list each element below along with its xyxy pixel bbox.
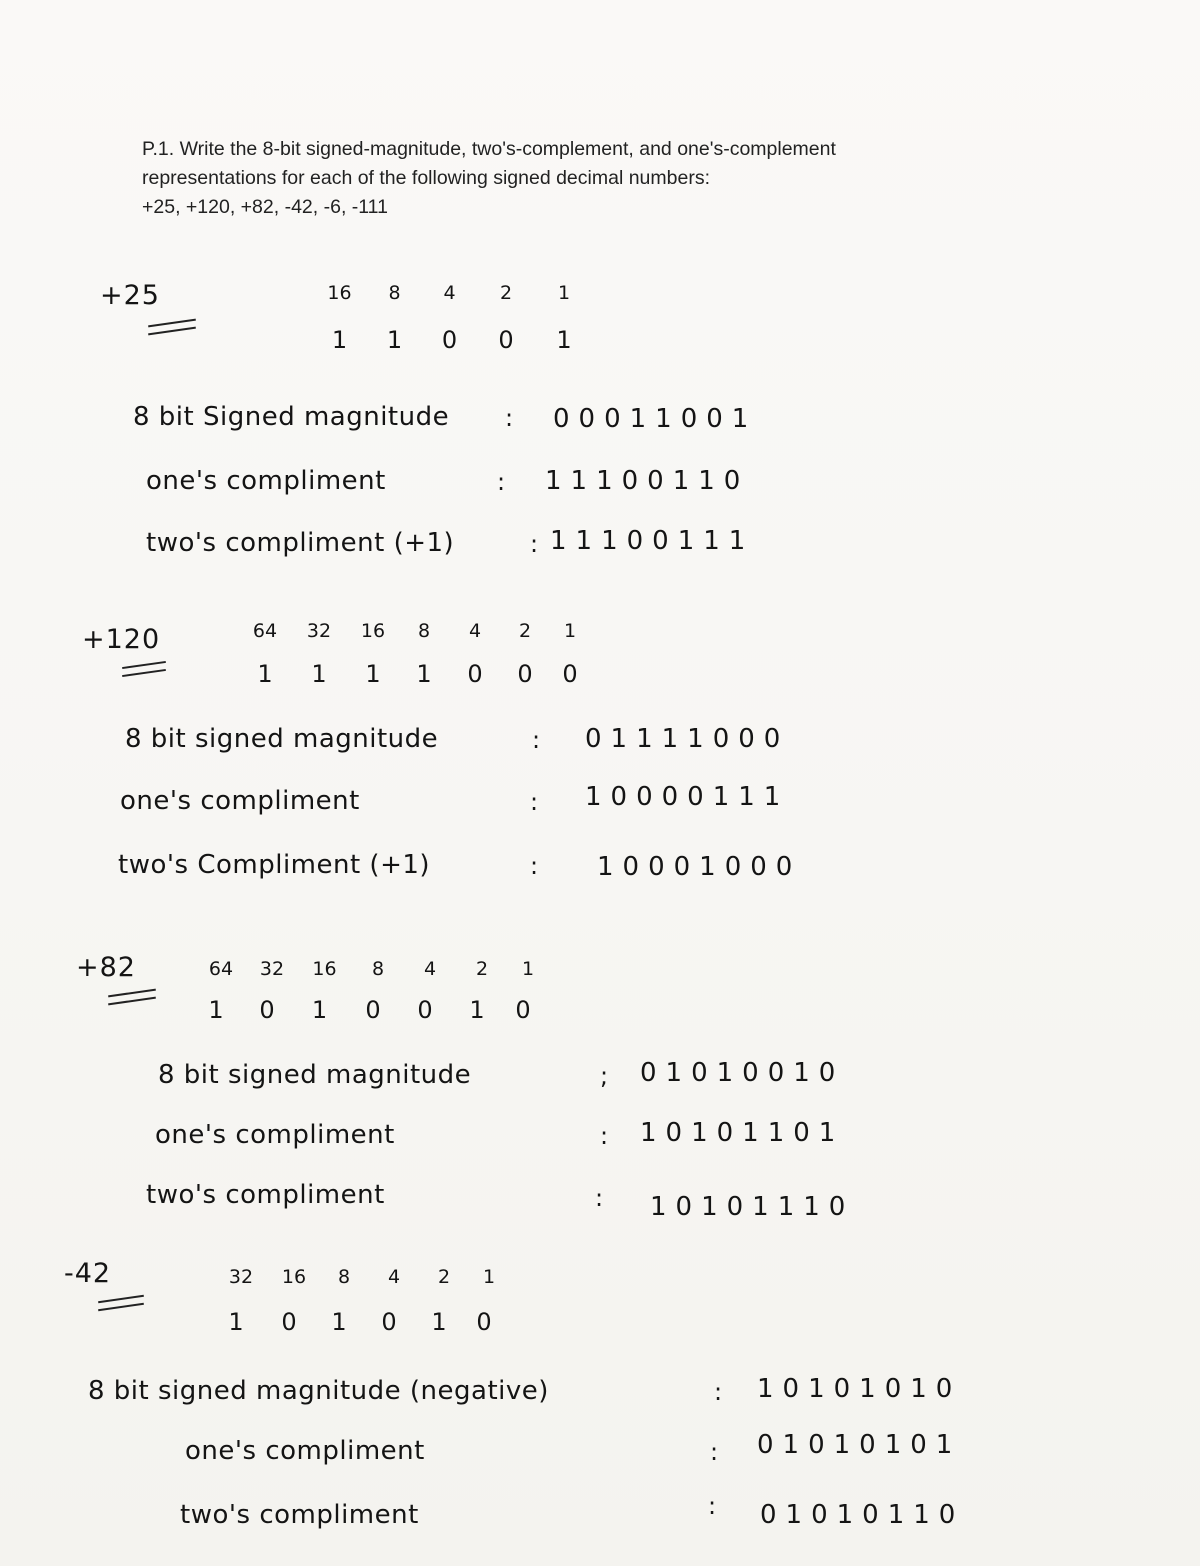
place-value: 64 xyxy=(252,620,278,642)
bit: 0 xyxy=(562,660,578,688)
place-value: 4 xyxy=(468,620,482,642)
bit: 0 xyxy=(417,996,433,1024)
row-separator: ; xyxy=(600,1062,609,1090)
bit: 1 xyxy=(331,326,348,354)
row-name: 8 bit signed magnitude xyxy=(158,1060,472,1090)
bit: 0 xyxy=(467,660,483,688)
place-value: 8 xyxy=(417,620,431,642)
section-label-minus-42: -42 xyxy=(64,1258,112,1289)
ones-complement-value: 10101101 xyxy=(640,1118,845,1148)
row-separator: : xyxy=(530,788,539,816)
bits-25 xyxy=(312,326,593,354)
place-value: 16 xyxy=(312,958,337,980)
row-separator: : xyxy=(530,530,539,558)
row-separator: : xyxy=(714,1378,723,1406)
place-value: 4 xyxy=(423,958,437,980)
place-values-25 xyxy=(312,282,593,304)
problem-statement xyxy=(142,135,1002,222)
place-value: 64 xyxy=(208,958,234,980)
bit: 1 xyxy=(311,660,327,688)
place-value: 2 xyxy=(437,1266,451,1288)
bit: 0 xyxy=(281,1308,297,1336)
underline-mark xyxy=(122,669,166,677)
row-name: one's compliment xyxy=(155,1120,395,1150)
place-values-120 xyxy=(240,620,590,642)
place-value: 2 xyxy=(475,958,489,980)
problem-line-3: +25, +120, +82, -42, -6, -111 xyxy=(142,196,388,218)
ones-complement-value: 11100110 xyxy=(545,466,750,496)
signed-magnitude-value: 10101010 xyxy=(757,1374,962,1404)
place-value: 2 xyxy=(499,282,513,304)
twos-complement-value: 10101110 xyxy=(650,1192,855,1222)
bits-42 xyxy=(208,1308,504,1336)
problem-line-2: representations for each of the following signed decimal numbers: xyxy=(142,167,710,189)
place-value: 16 xyxy=(327,282,352,304)
row-name: two's compliment xyxy=(146,1180,385,1210)
row-separator: : xyxy=(532,726,541,754)
bit: 1 xyxy=(469,996,485,1024)
bit: 0 xyxy=(365,996,381,1024)
row-name: two's Compliment (+1) xyxy=(118,850,431,880)
place-value: 4 xyxy=(443,282,456,304)
underline-mark xyxy=(148,327,196,336)
bit: 1 xyxy=(365,660,381,688)
signed-magnitude-value: 00011001 xyxy=(553,404,758,434)
place-value: 16 xyxy=(281,1266,307,1288)
place-value: 1 xyxy=(557,282,571,304)
place-value: 16 xyxy=(360,620,386,642)
bits-82 xyxy=(190,996,543,1024)
bit: 0 xyxy=(441,326,458,354)
section-label-plus-25: +25 xyxy=(100,280,160,311)
bit: 1 xyxy=(556,326,572,354)
bit: 0 xyxy=(381,1308,397,1336)
place-value: 1 xyxy=(521,958,535,980)
row-separator: : xyxy=(530,852,539,880)
row-name: 8 bit Signed magnitude xyxy=(133,402,450,432)
bit: 0 xyxy=(517,660,533,688)
underline-mark xyxy=(108,997,156,1006)
row-separator: : xyxy=(497,468,506,496)
problem-line-1: P.1. Write the 8-bit signed-magnitude, two's-complement, and one's-complement xyxy=(142,138,836,160)
place-value: 32 xyxy=(306,620,332,642)
underline-mark xyxy=(98,1303,144,1311)
row-separator: : xyxy=(600,1122,609,1150)
place-value: 32 xyxy=(228,1266,254,1288)
section-label-plus-82: +82 xyxy=(76,952,136,983)
bits-120 xyxy=(240,660,590,688)
place-values-42 xyxy=(213,1266,509,1288)
bit: 1 xyxy=(208,996,224,1024)
bit: 1 xyxy=(331,1308,347,1336)
row-separator: : xyxy=(708,1492,717,1520)
row-name: one's compliment xyxy=(146,466,386,496)
underline-mark xyxy=(98,1295,144,1303)
bit: 1 xyxy=(416,660,432,688)
twos-complement-value: 10001000 xyxy=(597,852,802,882)
place-value: 8 xyxy=(337,1266,351,1288)
signed-magnitude-value: 01010010 xyxy=(640,1058,845,1088)
twos-complement-value: 11100111 xyxy=(550,526,755,556)
row-name: two's compliment (+1) xyxy=(146,528,455,558)
underline-mark xyxy=(122,661,166,669)
twos-complement-value: 01010110 xyxy=(760,1500,965,1530)
signed-magnitude-value: 01111000 xyxy=(585,724,790,754)
place-value: 8 xyxy=(388,282,401,304)
place-values-82 xyxy=(195,958,548,980)
section-label-plus-120: +120 xyxy=(82,624,161,655)
place-value: 4 xyxy=(387,1266,401,1288)
row-name: 8 bit signed magnitude (negative) xyxy=(88,1376,549,1406)
bit: 0 xyxy=(259,996,275,1024)
place-value: 1 xyxy=(482,1266,496,1288)
underline-mark xyxy=(108,989,156,998)
bit: 0 xyxy=(476,1308,492,1336)
place-value: 1 xyxy=(563,620,577,642)
row-separator: : xyxy=(710,1438,719,1466)
row-separator: : xyxy=(505,404,514,432)
bit: 1 xyxy=(431,1308,447,1336)
row-name: one's compliment xyxy=(120,786,360,816)
place-value: 8 xyxy=(371,958,385,980)
bit: 1 xyxy=(386,326,403,354)
place-value: 32 xyxy=(259,958,285,980)
bit: 0 xyxy=(515,996,531,1024)
underline-mark xyxy=(148,319,196,328)
bit: 1 xyxy=(257,660,273,688)
place-value: 2 xyxy=(518,620,532,642)
ones-complement-value: 10000111 xyxy=(585,782,790,812)
bit: 1 xyxy=(311,996,328,1024)
row-name: two's compliment xyxy=(180,1500,419,1530)
bit: 0 xyxy=(498,326,514,354)
row-name: one's compliment xyxy=(185,1436,425,1466)
row-name: 8 bit signed magnitude xyxy=(125,724,439,754)
bit: 1 xyxy=(228,1308,244,1336)
row-separator: : xyxy=(595,1184,604,1212)
ones-complement-value: 01010101 xyxy=(757,1430,962,1460)
